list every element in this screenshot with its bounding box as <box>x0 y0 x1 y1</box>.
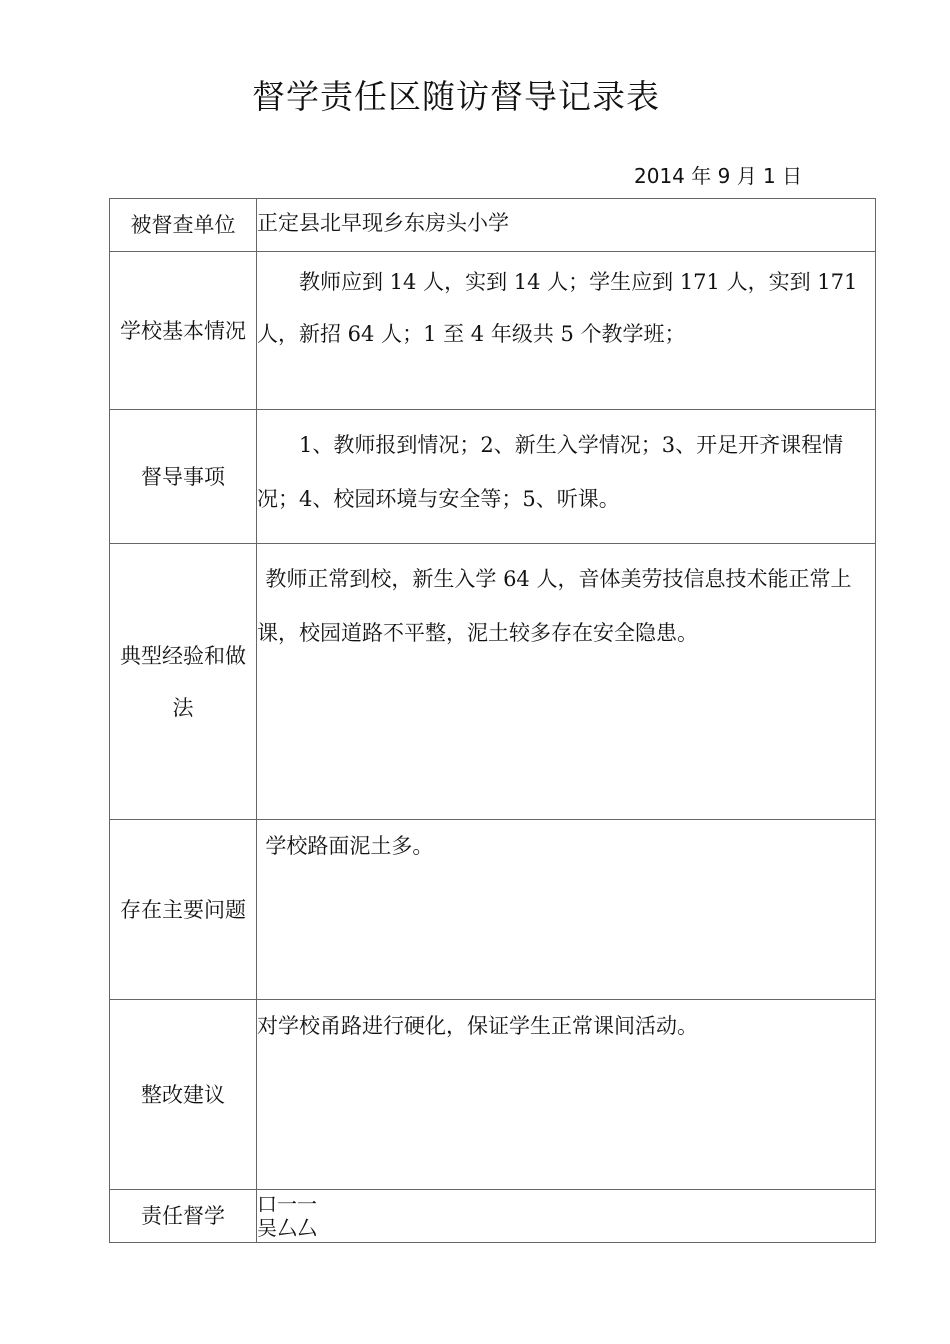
value-typical-experience: 教师正常到校，新生入学 64 人，音体美劳技信息技术能正常上课，校园道路不平整，泥土较多存在安全隐患。 <box>257 567 852 645</box>
label-typical-experience: 典型经验和做法 <box>110 544 257 820</box>
row-supervision-items <box>110 410 876 544</box>
row-responsible-supervisor <box>110 1190 876 1243</box>
label-supervision-items: 督导事项 <box>110 410 257 544</box>
record-date: 2014 年 9 月 1 日 <box>634 164 803 188</box>
label-school-basic-info: 学校基本情况 <box>110 252 257 410</box>
value-rectification-suggestions: 对学校甬路进行硬化，保证学生正常课间活动。 <box>257 1014 698 1038</box>
row-rectification-suggestions <box>110 1000 876 1190</box>
row-main-problems <box>110 820 876 1000</box>
document-title: 督学责任区随访督导记录表 <box>252 77 660 116</box>
value-responsible-line1: 口一一 <box>257 1192 317 1216</box>
label-inspected-unit: 被督查单位 <box>110 199 257 252</box>
label-responsible-supervisor: 责任督学 <box>110 1190 257 1243</box>
row-school-basic-info <box>110 252 876 410</box>
row-typical-experience <box>110 544 876 820</box>
value-supervision-items: 1、教师报到情况；2、新生入学情况；3、开足开齐课程情况；4、校园环境与安全等；5、听课。 <box>257 433 844 511</box>
value-inspected-unit: 正定县北早现乡东房头小学 <box>257 199 876 252</box>
row-inspected-unit <box>110 199 876 252</box>
record-table <box>109 198 876 1243</box>
value-main-problems: 学校路面泥土多。 <box>265 834 434 858</box>
label-rectification-suggestions: 整改建议 <box>110 1000 257 1190</box>
label-main-problems: 存在主要问题 <box>110 820 257 1000</box>
value-school-basic-info: 教师应到 14 人，实到 14 人；学生应到 171 人，实到 171 人，新招 64 人；1 至 4 年级共 5 个教学班； <box>257 270 858 346</box>
value-responsible-line2: 吴厶厶 <box>257 1216 317 1240</box>
